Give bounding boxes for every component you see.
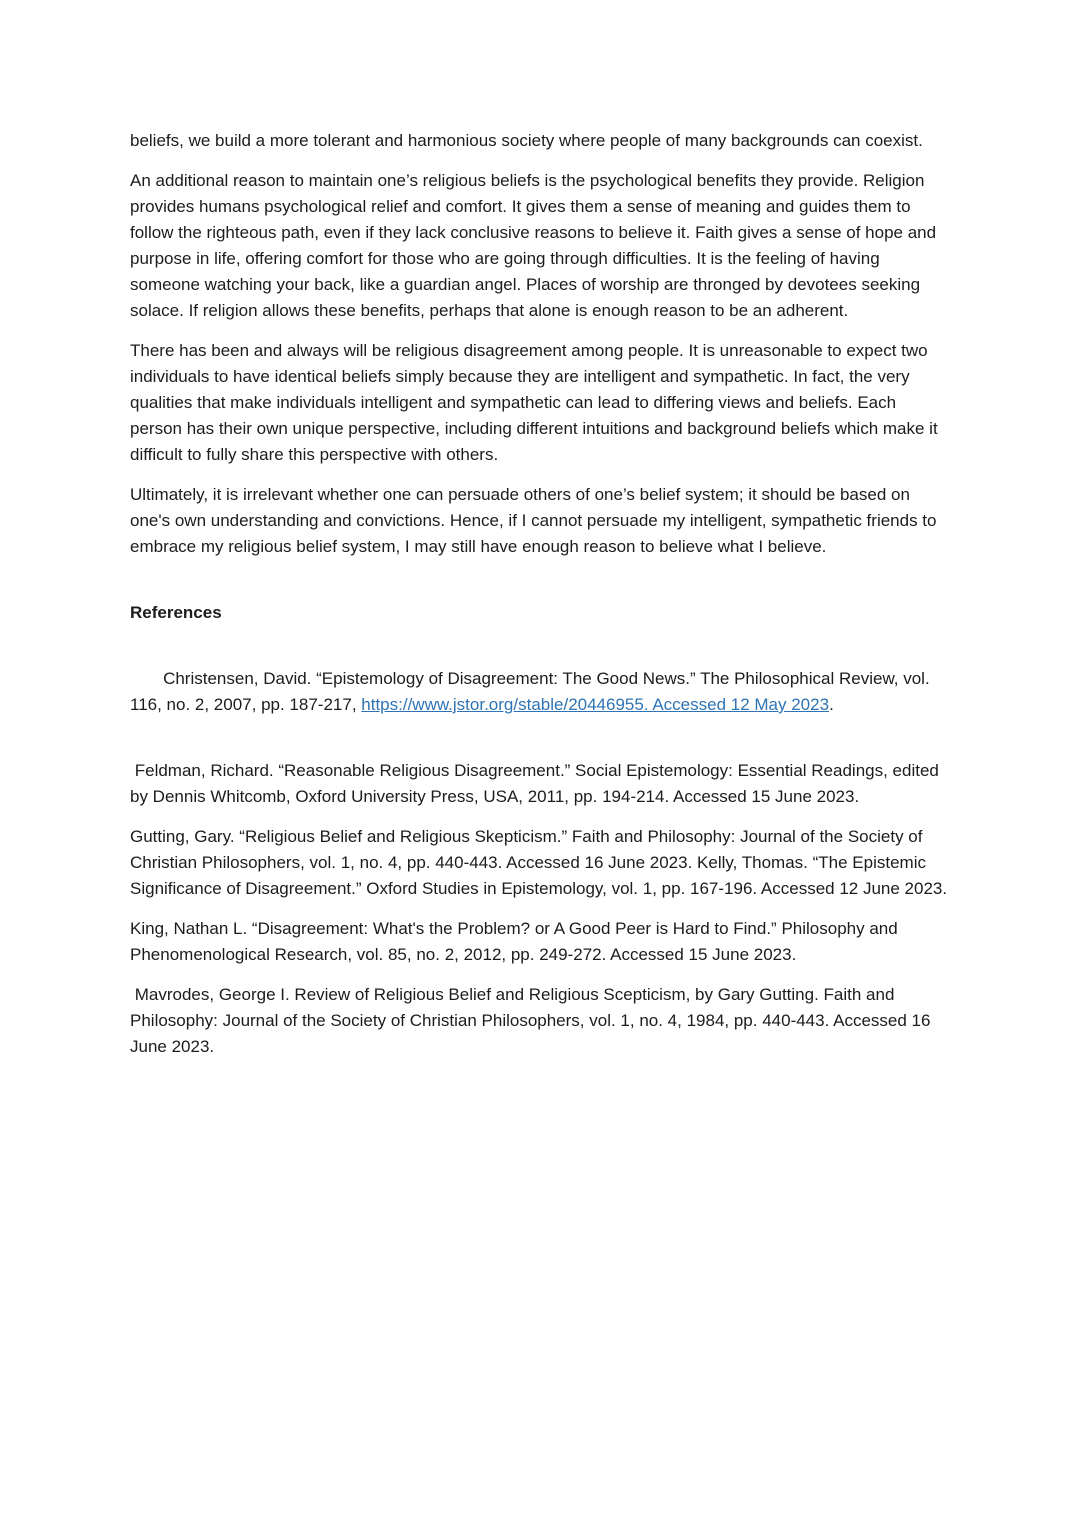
body-paragraph: Ultimately, it is irrelevant whether one can persuade others of one’s belief system; it should be based on one's own understanding and convictions. Hence, if I cannot persuade my intelligent, sympathetic friends to embrace my religious belief system, I may still have enough reason to believe what I believe. — [130, 485, 942, 556]
body-paragraph: beliefs, we build a more tolerant and harmonious society where people of many backgrounds can coexist. — [130, 131, 923, 150]
body-paragraph: There has been and always will be religious disagreement among people. It is unreasonable to expect two individuals to have identical beliefs simply because they are intelligent and sympathetic. In fact, the very qualities that make individuals intelligent and sympathetic can lead to differing views and beliefs. Each person has their own unique perspective, including different intuitions and background beliefs which make it difficult to fully share this perspective with others. — [130, 341, 943, 464]
reference-entry: Mavrodes, George I. Review of Religious Belief and Religious Scepticism, by Gary Gutting. Faith and Philosophy: Journal of the Society of Christian Philosophers, vol. 1, no. 4, 1984, pp. 440-443. Accessed 16 June 2023. — [130, 985, 936, 1056]
reference-entry — [130, 640, 952, 744]
reference-entry: Feldman, Richard. “Reasonable Religious Disagreement.” Social Epistemology: Essential Readings, edited by Dennis Whitcomb, Oxford University Press, USA, 2011, pp. 194-214. Accessed 15 June 2023. — [130, 761, 944, 806]
reference-entry: King, Nathan L. “Disagreement: What's the Problem? or A Good Peer is Hard to Find.” Philosophy and Phenomenological Research, vol. 85, no. 2, 2012, pp. 249-272. Accessed 15 June 2023. — [130, 919, 903, 964]
references-heading: References — [130, 603, 222, 622]
reference-text: . — [829, 695, 834, 714]
reference-entry: Gutting, Gary. “Religious Belief and Religious Skepticism.” Faith and Philosophy: Journal of the Society of Christian Philosophers, vol. 1, no. 4, pp. 440-443. Accessed 16 June 2023. Kelly, Thomas. “The Epistemic Significance of Disagreement.” Oxford Studies in Epistemology, vol. 1, pp. 167-196. Accessed 12 June 2023. — [130, 827, 948, 898]
document-content — [130, 128, 952, 1074]
reference-text: Christensen, David. “Epistemology of Disagreement: The Good News.” The Philosophical Review, vol. 116, no. 2, 2007, pp. 187-217, — [130, 669, 935, 714]
jstor-hyperlink[interactable]: https://www.jstor.org/stable/20446955. Accessed 12 May 2023 — [361, 695, 830, 714]
body-paragraph: An additional reason to maintain one’s religious beliefs is the psychological benefits they provide. Religion provides humans psychological relief and comfort. It gives them a sense of meaning and guides them to follow the righteous path, even if they lack conclusive reasons to believe it. Faith gives a sense of hope and purpose in life, offering comfort for those who are going through difficulties. It is the feeling of having someone watching your back, like a guardian angel. Places of worship are thronged by devotees seeking solace. If religion allows these benefits, perhaps that alone is enough reason to be an adherent. — [130, 171, 941, 320]
